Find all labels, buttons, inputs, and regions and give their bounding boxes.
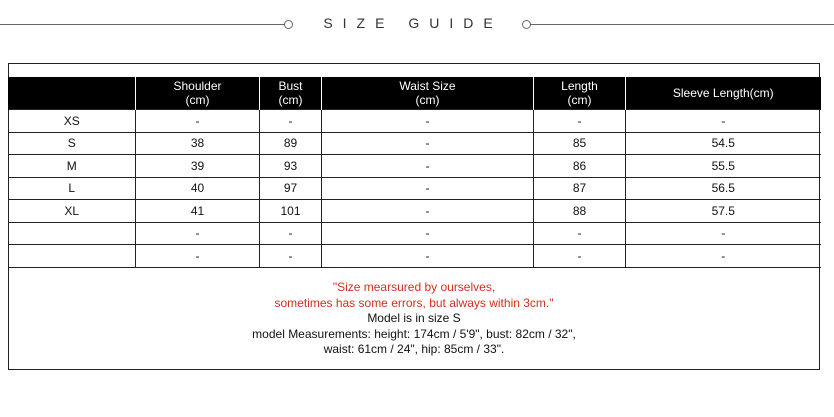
column-header-bust: [260, 77, 322, 110]
model-measurements-line-2: waist: 61cm / 24", hip: 85cm / 33".: [323, 342, 505, 356]
model-measurements-line-1: model Measurements: height: 174cm / 5'9", bust: 82cm / 32",: [252, 326, 576, 341]
bust-cell: 97: [260, 177, 322, 200]
shoulder-cell: 40: [136, 177, 260, 200]
column-header-waist: [322, 77, 534, 110]
shoulder-cell: -: [136, 110, 260, 133]
length-cell: -: [534, 110, 626, 133]
model-size-line: Model is in size S: [367, 311, 461, 325]
size-table: [8, 77, 821, 268]
bust-cell: 101: [260, 200, 322, 223]
header-divider-left: [0, 24, 284, 25]
shoulder-cell: -: [136, 222, 260, 245]
bust-cell: -: [260, 110, 322, 133]
bust-cell: -: [260, 245, 322, 268]
table-row: [9, 222, 821, 245]
column-header-label: Sleeve Length(cm): [672, 86, 774, 100]
size-guide-header: [0, 10, 834, 38]
table-row: [9, 200, 821, 223]
header-dot-left: [284, 20, 293, 29]
sleeve-length-cell: 54.5: [626, 132, 821, 155]
sleeve-length-cell: -: [626, 245, 821, 268]
waist-cell: -: [322, 200, 534, 223]
measurement-notes: [8, 280, 820, 358]
bust-cell: -: [260, 222, 322, 245]
page-title: SIZE GUIDE: [323, 15, 503, 31]
waist-cell: -: [322, 245, 534, 268]
size-cell: L: [9, 177, 136, 200]
size-cell: XS: [9, 110, 136, 133]
sleeve-length-cell: -: [626, 110, 821, 133]
column-header-label: Waist Size (cm): [399, 79, 456, 107]
table-row: [9, 155, 821, 178]
shoulder-cell: 39: [136, 155, 260, 178]
header-divider-right: [530, 24, 834, 25]
column-header-sleeve-length: [626, 77, 821, 110]
length-cell: 85: [534, 132, 626, 155]
length-cell: -: [534, 222, 626, 245]
table-row: [9, 177, 821, 200]
shoulder-cell: 38: [136, 132, 260, 155]
shoulder-cell: -: [136, 245, 260, 268]
length-cell: -: [534, 245, 626, 268]
shoulder-cell: 41: [136, 200, 260, 223]
sleeve-length-cell: 55.5: [626, 155, 821, 178]
length-cell: 86: [534, 155, 626, 178]
length-cell: 87: [534, 177, 626, 200]
length-cell: 88: [534, 200, 626, 223]
size-cell: [9, 222, 136, 245]
waist-cell: -: [322, 155, 534, 178]
disclaimer-line-2: sometimes has some errors, but always within 3cm.": [274, 295, 554, 310]
size-cell: [9, 245, 136, 268]
waist-cell: -: [322, 177, 534, 200]
bust-cell: 93: [260, 155, 322, 178]
waist-cell: -: [322, 110, 534, 133]
column-header-label: Shoulder (cm): [173, 79, 222, 107]
disclaimer-line-1: "Size mearsured by ourselves,: [332, 280, 496, 294]
column-header-label: Bust (cm): [278, 79, 303, 107]
size-cell: S: [9, 132, 136, 155]
waist-cell: -: [322, 222, 534, 245]
size-cell: M: [9, 155, 136, 178]
column-header-shoulder: [136, 77, 260, 110]
sleeve-length-cell: -: [626, 222, 821, 245]
column-header-size: [9, 77, 136, 110]
table-row: [9, 245, 821, 268]
column-header-label: Length (cm): [561, 79, 598, 107]
table-row: [9, 132, 821, 155]
table-header-row: [9, 77, 821, 110]
column-header-length: [534, 77, 626, 110]
waist-cell: -: [322, 132, 534, 155]
bust-cell: 89: [260, 132, 322, 155]
sleeve-length-cell: 56.5: [626, 177, 821, 200]
sleeve-length-cell: 57.5: [626, 200, 821, 223]
size-cell: XL: [9, 200, 136, 223]
table-row: [9, 110, 821, 133]
